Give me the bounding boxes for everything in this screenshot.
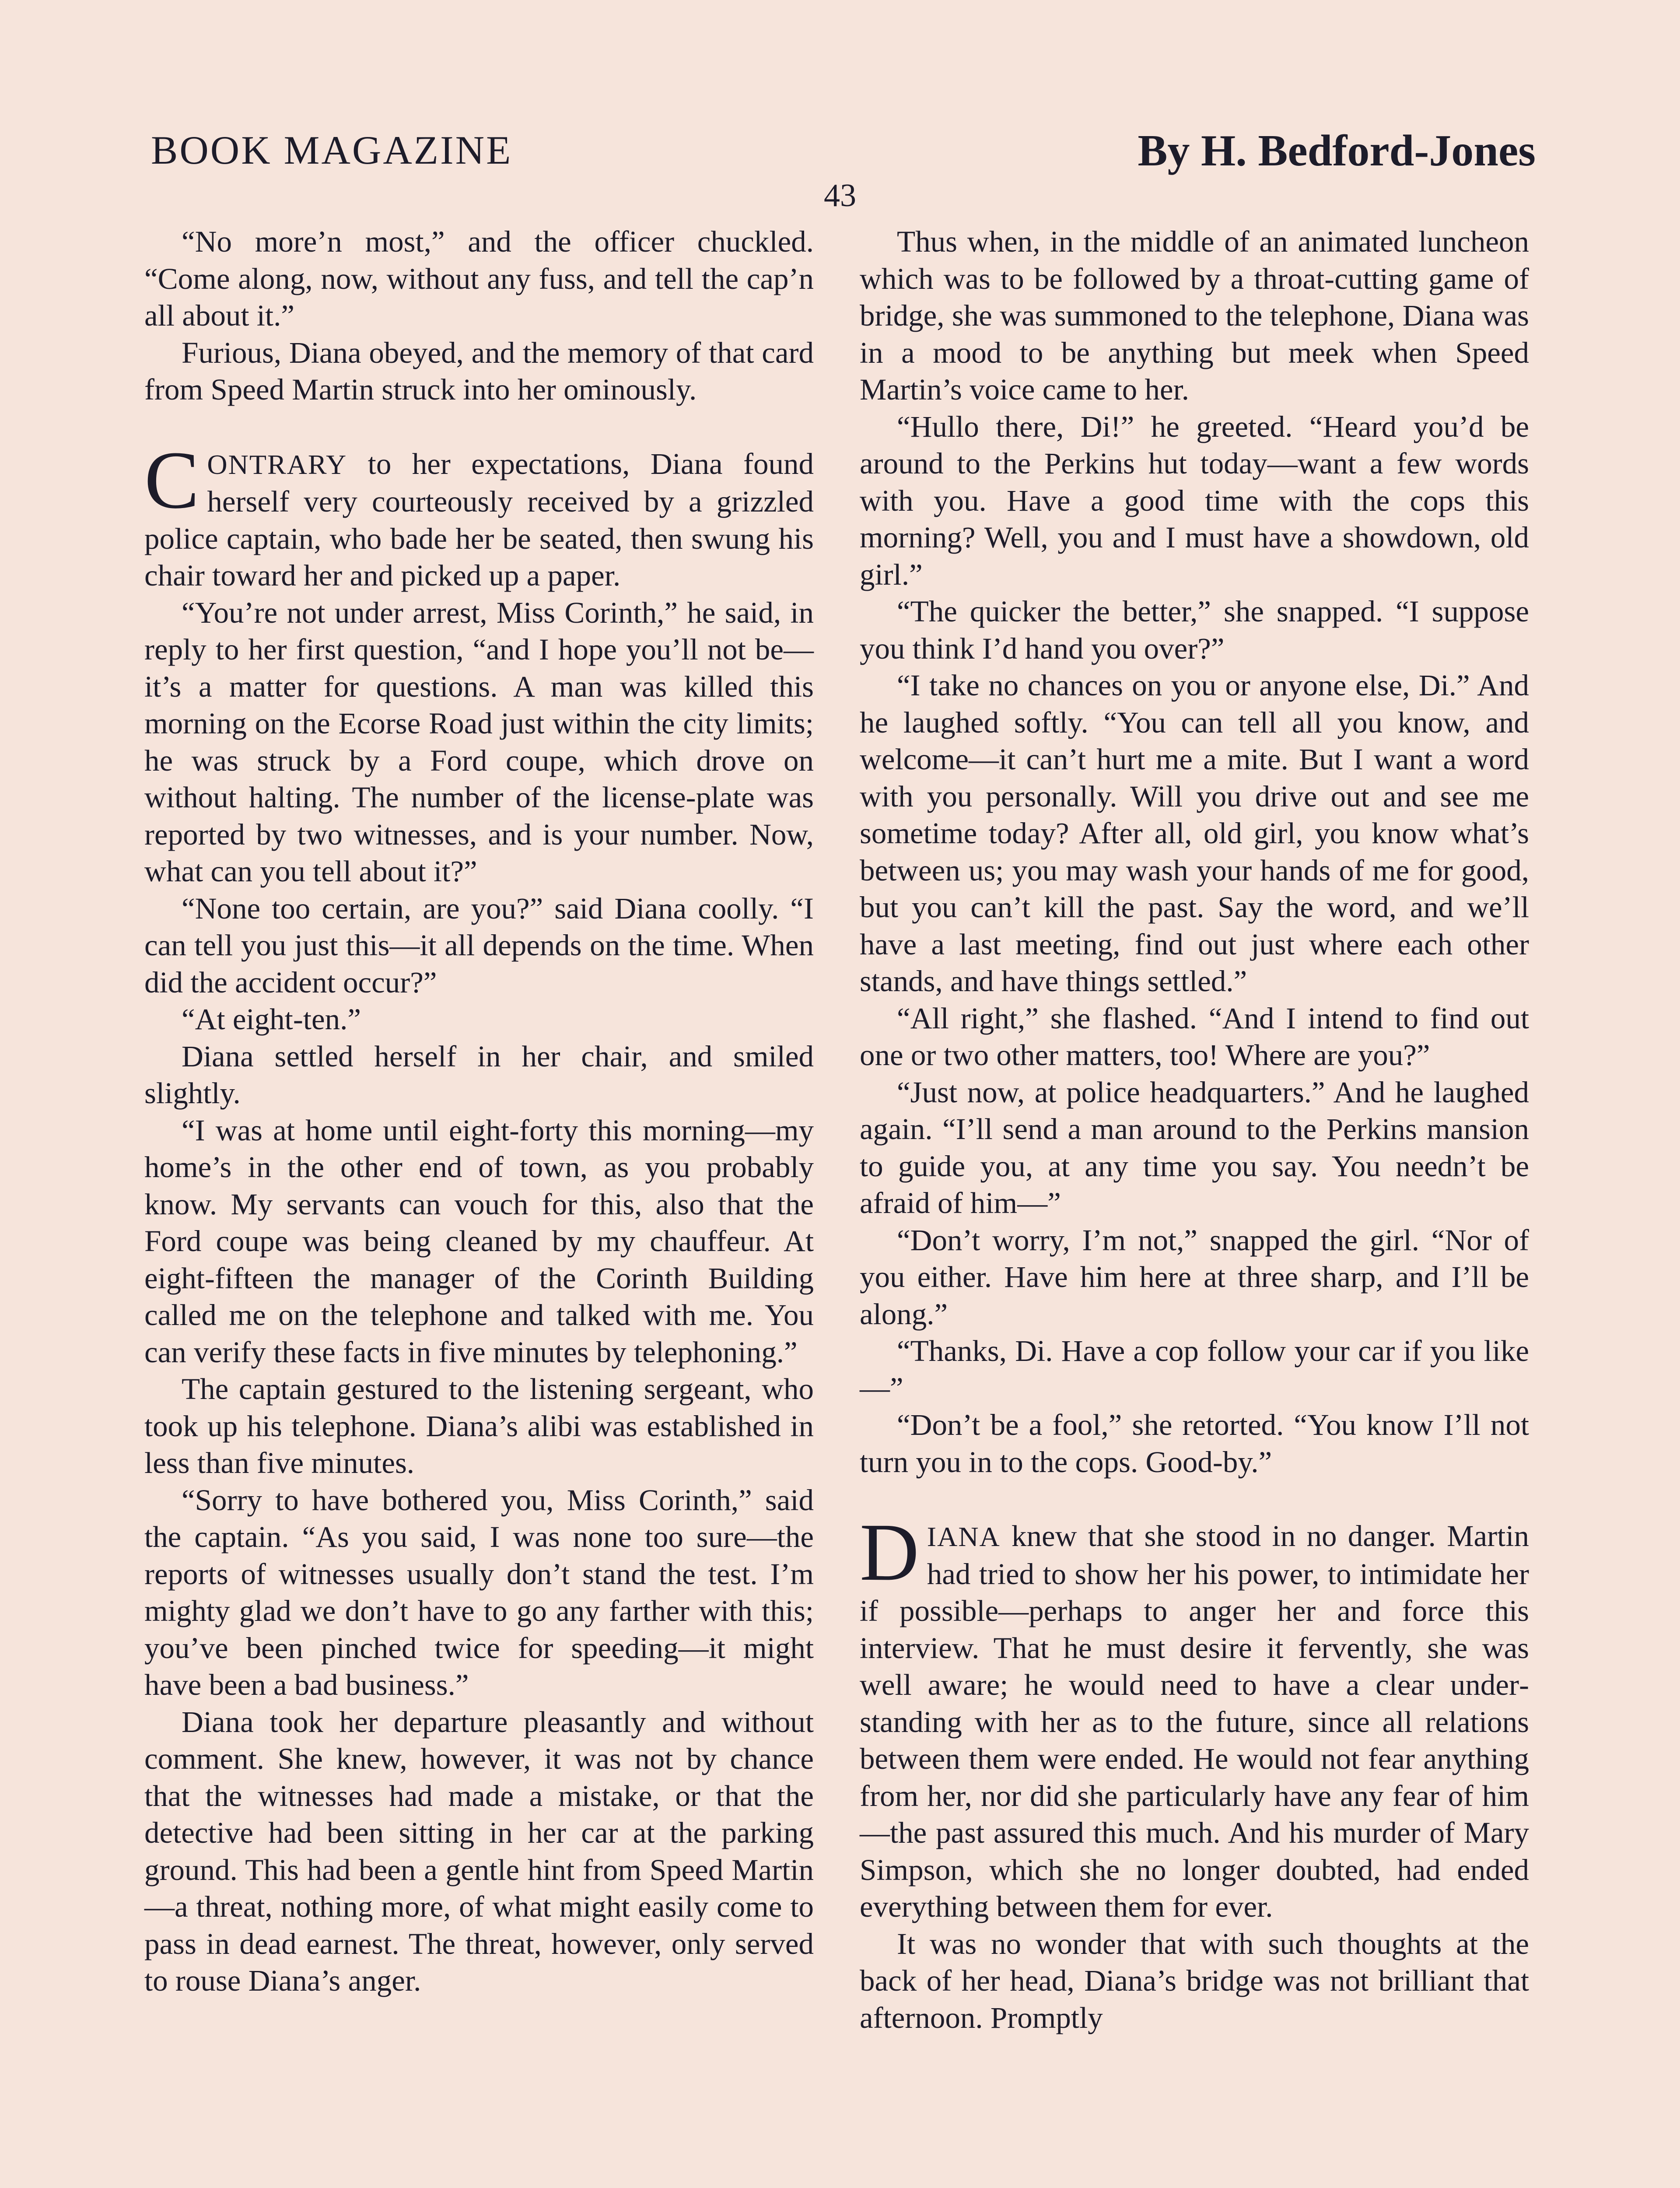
paragraph-text: to her expectations, Diana found herself very courteously received by a grizzled police captain, who bade her be seated, then swung his chair toward her and picked up a paper. — [144, 447, 814, 592]
paragraph: “Sorry to have bothered you, Miss Corinth,” said the captain. “As you said, I was none too sure—the reports of witnesses usually don’t stand the test. I’m mighty glad we don’t have to go any farther with this; you’ve been pinched twice for speeding—it might have been a bad business.” — [144, 1483, 814, 1701]
paragraph: “Just now, at police headquarters.” And he laughed again. “I’ll send a man around to the Perkins mansion to guide you, at any time you say. You needn’t be afraid of him—” — [860, 1075, 1529, 1220]
drop-cap: D — [860, 1506, 919, 1598]
section-opening-paragraph — [144, 434, 814, 594]
small-caps-lead: ONTRARY — [207, 449, 347, 480]
paragraph: Diana took her departure pleasantly and without comment. She knew, however, it was not by chance that the witnesses had made a mistake, or that the detective had been sitting in her car at the parking ground. This had been a gentle hint from Speed Martin—a threat, nothing more, of what might easily come to pass in dead earnest. The threat, however, only served to rouse Diana’s anger. — [144, 1705, 814, 1997]
paragraph-text: knew that she stood in no danger. Martin had tried to show her his power, to intimidate her if possible—perhaps to anger her and force this interview. That he must desire it fervently, she was well aware; he would need to have a clear understanding with her as to the future, since all relations between them were ended. He would not fear anything from her, nor did she particularly have any fear of him—the past assured this much. And his murder of Mary Simpson, which she no longer doubted, had ended everything between them for ever. — [860, 1519, 1529, 1923]
paragraph: “Don’t be a fool,” she retorted. “You know I’ll not turn you in to the cops. Good-by.” — [860, 1408, 1529, 1479]
right-column — [860, 223, 1529, 2036]
paragraph: Thus when, in the middle of an animated luncheon which was to be followed by a throat-cutting game of bridge, she was summoned to the telephone, Diana was in a mood to be anything but meek when Speed Martin’s voice came to her. — [860, 225, 1529, 406]
paragraph: Furious, Diana obeyed, and the memory of that card from Speed Martin struck into her ominously. — [144, 336, 814, 406]
paragraph: “None too certain, are you?” said Diana coolly. “I can tell you just this—it all depends on the time. When did the accident occur?” — [144, 891, 814, 999]
paragraph: “Don’t worry, I’m not,” snapped the girl. “Nor of you either. Have him here at three sharp, and I’ll be along.” — [860, 1223, 1529, 1331]
small-caps-lead: IANA — [927, 1521, 1001, 1552]
magazine-title: BOOK MAGAZINE — [151, 128, 513, 172]
paragraph: Diana settled herself in her chair, and smiled slightly. — [144, 1039, 814, 1110]
section-opening-paragraph — [860, 1506, 1529, 1925]
paragraph: “The quicker the better,” she snapped. “I suppose you think I’d hand you over?” — [860, 595, 1529, 665]
paragraph: “You’re not under arrest, Miss Corinth,” he said, in reply to her first question, “and I hope you’ll not be—it’s a matter for questions. A man was killed this morning on the Ecorse Road just within the city limits; he was struck by a Ford coupe, which drove on without halting. The number of the license-plate was reported by two witnesses, and is your number. Now, what can you tell about it?” — [144, 596, 814, 888]
paragraph: “I was at home until eight-forty this morning—my home’s in the other end of town, as you probably know. My servants can vouch for this, also that the Ford coupe was being cleaned by my chauffeur. At eight-fifteen the manager of the Corinth Building called me on the telephone and talked with me. You can verify these facts in five minutes by telephoning.” — [144, 1113, 814, 1369]
drop-cap: C — [144, 434, 200, 526]
page-number: 43 — [824, 178, 856, 214]
paragraph: The captain gestured to the listening sergeant, who took up his telephone. Diana’s alibi was established in less than five minutes. — [144, 1372, 814, 1480]
paragraph: “Hullo there, Di!” he greeted. “Heard you’d be around to the Perkins hut today—want a few words with you. Have a good time with the cops this morning? Well, you and I must have a showdown, old girl.” — [860, 410, 1529, 591]
paragraph: “Thanks, Di. Have a cop follow your car if you like—” — [860, 1334, 1529, 1405]
left-column — [144, 223, 814, 1999]
paragraph: “All right,” she flashed. “And I intend to find out one or two other matters, too! Where are you?” — [860, 1001, 1529, 1072]
paragraph: It was no wonder that with such thoughts at the back of her head, Diana’s bridge was not brilliant that afternoon. Promptly — [860, 1927, 1529, 2034]
paragraph: “No more’n most,” and the officer chuckled. “Come along, now, without any fuss, and tell the cap’n all about it.” — [144, 225, 814, 332]
author-byline: By H. Bedford-Jones — [1138, 126, 1536, 175]
paragraph: “I take no chances on you or anyone else, Di.” And he laughed softly. “You can tell all you know, and welcome—it can’t hurt me a mite. But I want a word with you personally. Will you drive out and see me sometime today? After all, old girl, you know what’s between us; you may wash your hands of me for good, but you can’t kill the past. Say the word, and we’ll have a last meeting, find out just where each other stands, and have things settled.” — [860, 669, 1529, 998]
paragraph: “At eight-ten.” — [182, 1003, 361, 1036]
